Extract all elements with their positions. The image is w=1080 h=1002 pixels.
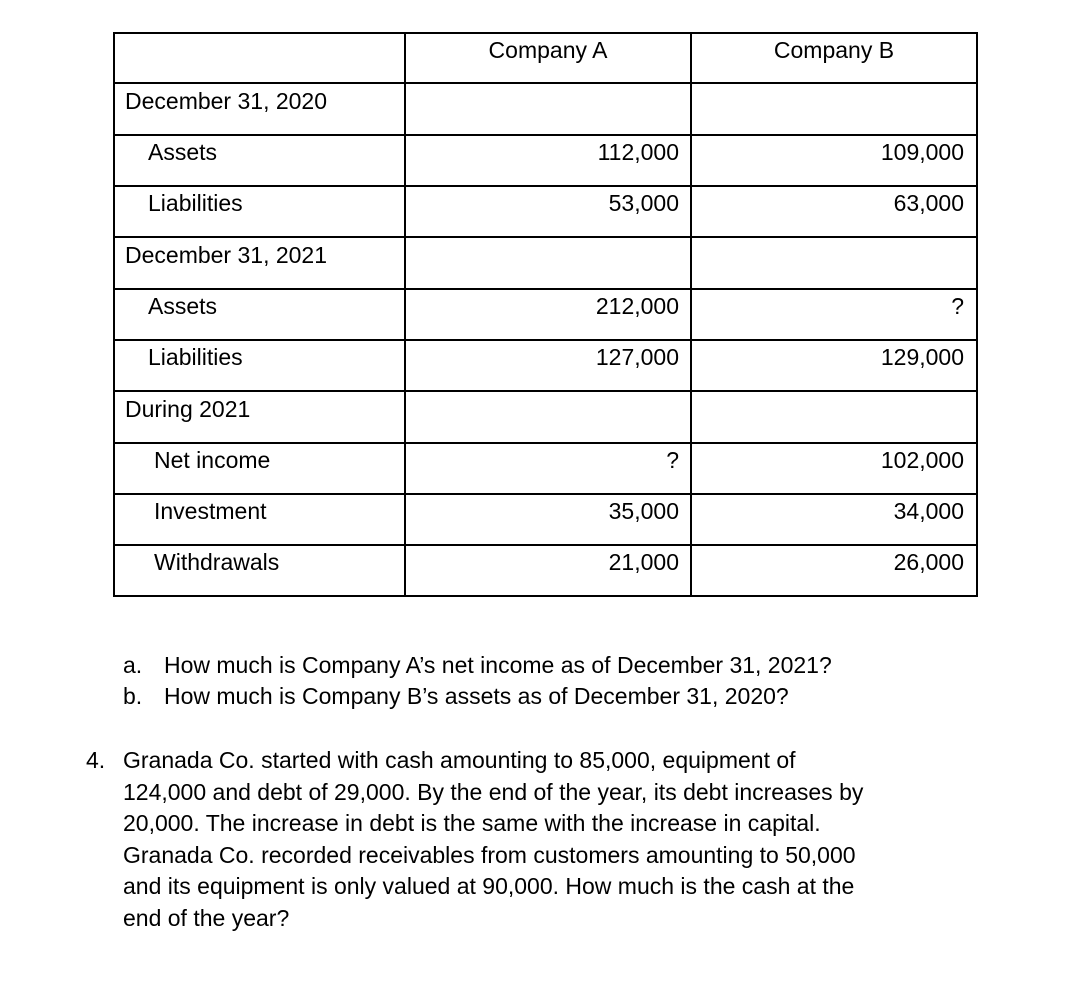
company-b-value-cell: 26,000 [691, 545, 977, 596]
table-row [114, 135, 977, 186]
company-b-value-cell: 102,000 [691, 443, 977, 494]
company-a-value-cell: ? [405, 443, 691, 494]
row-label-cell: Liabilities [114, 186, 405, 237]
question-text: How much is Company A’s net income as of December 31, 2021? [164, 652, 832, 678]
problem-number: 4. [86, 747, 106, 773]
problem-line: 124,000 and debt of 29,000. By the end of the year, its debt increases by [123, 778, 864, 805]
table-row [114, 494, 977, 545]
row-label-cell: Net income [114, 443, 405, 494]
company-b-value-cell: 109,000 [691, 135, 977, 186]
company-b-value-cell [691, 83, 977, 135]
company-b-value-cell: 34,000 [691, 494, 977, 545]
table-row [114, 545, 977, 596]
company-b-value-cell [691, 237, 977, 289]
question-letter: a. [123, 652, 143, 678]
table-row [114, 237, 977, 289]
problem-line: Granada Co. recorded receivables from customers amounting to 50,000 [123, 841, 856, 868]
problem-line: and its equipment is only valued at 90,000. How much is the cash at the [123, 873, 855, 899]
company-b-value-cell [691, 391, 977, 443]
question-item [123, 681, 832, 712]
company-b-value-cell: ? [691, 289, 977, 340]
company-a-value-cell: 21,000 [405, 545, 691, 596]
section-label-cell: December 31, 2020 [114, 83, 405, 135]
header-company-a: Company A [405, 33, 691, 83]
table-row [114, 83, 977, 135]
company-a-value-cell [405, 391, 691, 443]
company-comparison-table [113, 32, 978, 597]
problem-line: end of the year? [123, 904, 290, 931]
table-header-row [114, 33, 977, 83]
section-label-cell: During 2021 [114, 391, 405, 443]
section-label-cell: December 31, 2021 [114, 237, 405, 289]
row-label-cell: Liabilities [114, 340, 405, 391]
table-row [114, 340, 977, 391]
row-label-cell: Investment [114, 494, 405, 545]
company-a-value-cell [405, 237, 691, 289]
company-a-value-cell: 127,000 [405, 340, 691, 391]
company-b-value-cell: 63,000 [691, 186, 977, 237]
table-row [114, 289, 977, 340]
problem-line: Granada Co. started with cash amounting to 85,000, equipment of [123, 747, 796, 773]
problem-text [123, 745, 963, 934]
row-label-cell: Withdrawals [114, 545, 405, 596]
row-label-cell: Assets [114, 135, 405, 186]
table-row [114, 391, 977, 443]
company-a-value-cell [405, 83, 691, 135]
header-label-cell [114, 33, 405, 83]
company-b-value-cell: 129,000 [691, 340, 977, 391]
table-row [114, 443, 977, 494]
company-a-value-cell: 53,000 [405, 186, 691, 237]
row-label-cell: Assets [114, 289, 405, 340]
problem-line: 20,000. The increase in debt is the same with the increase in capital. [123, 810, 821, 836]
question-text: How much is Company B’s assets as of December 31, 2020? [164, 683, 789, 709]
company-a-value-cell: 35,000 [405, 494, 691, 545]
header-company-b: Company B [691, 33, 977, 83]
question-letter: b. [123, 683, 143, 709]
table-row [114, 186, 977, 237]
questions-list [123, 650, 832, 712]
table-body [114, 83, 977, 596]
company-a-value-cell: 212,000 [405, 289, 691, 340]
question-item [123, 650, 832, 681]
company-a-value-cell: 112,000 [405, 135, 691, 186]
